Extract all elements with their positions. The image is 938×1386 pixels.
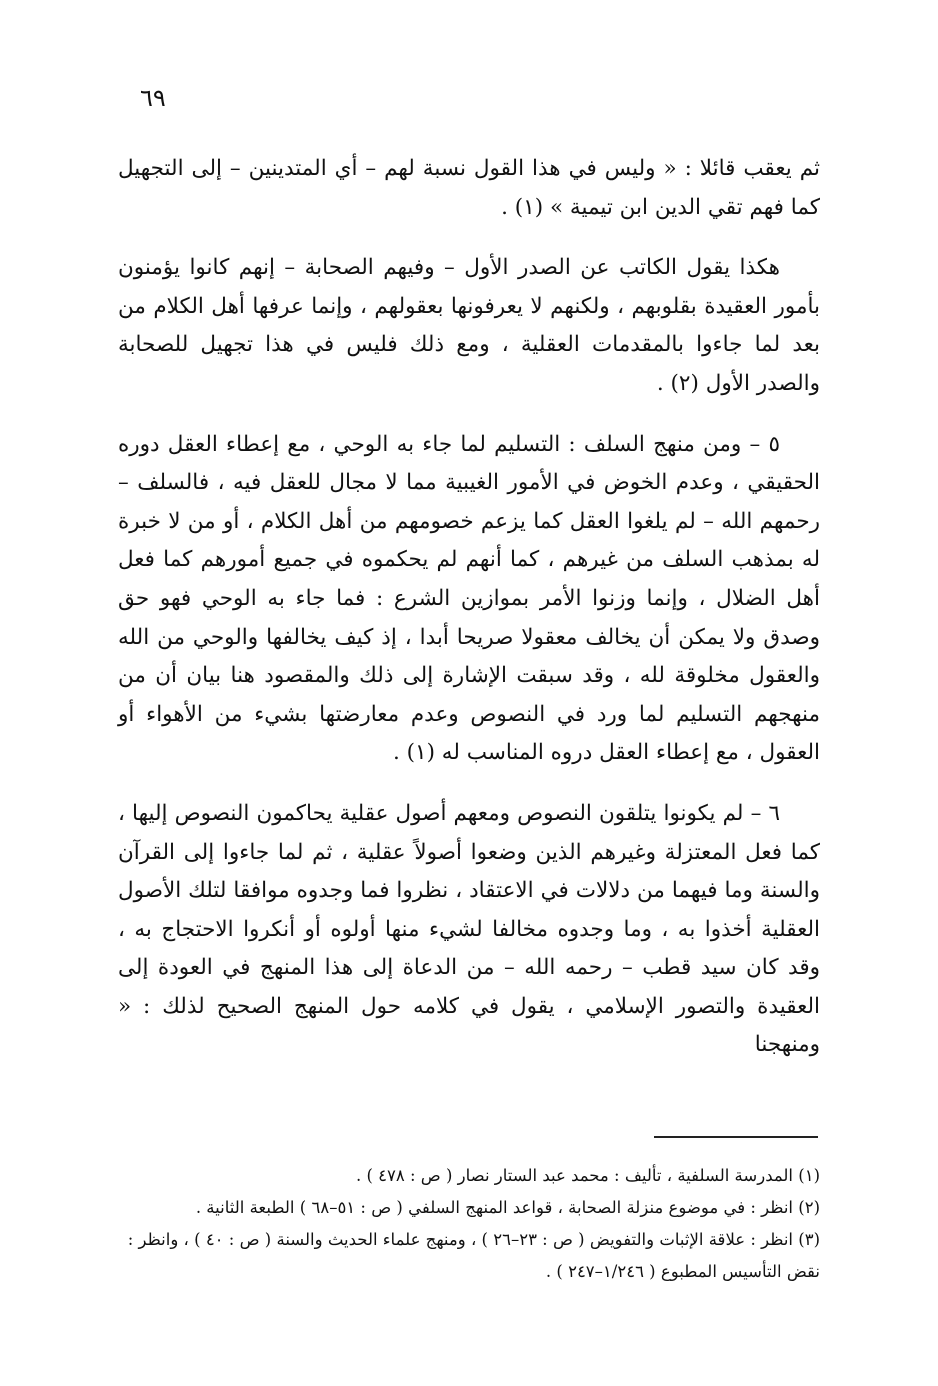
page-number: ٦٩ [140,84,166,112]
footnotes [118,1160,820,1288]
paragraph: ثم يعقب قائلا : « وليس في هذا القول نسبة لهم – أي المتدينين – إلى التجهيل كما فهم تقي الدين ابن تيمية » (١) . [118,156,820,220]
paragraph: ٥ – ومن منهج السلف : التسليم لما جاء به الوحي ، مع إعطاء العقل دوره الحقيقي ، وعدم الخوض في الأمور الغيبية مما لا مجال للعقل فيه ، فالسلف – رحمهم الله – لم يلغوا العقل كما يزعم خصومهم من أهل الكلام ، أو من لا خبرة له بمذهب السلف من غيرهم ، كما أنهم لم يحكموه في جميع أمورهم كما فعل أهل الضلال ، وإنما وزنوا الأمر بموازين الشرع : فما جاء به الوحي فهو حق وصدق ولا يمكن أن يخالف معقولا صريحا أبدا ، إذ كيف يخالفها والوحي من الله والعقول مخلوقة لله ، وقد سبقت الإشارة إلى ذلك والمقصود هنا بيان أن من منهجهم التسليم لما ورد في النصوص وعدم معارضتها بشيء من الأهواء أو العقول ، مع إعطاء العقل دروه المناسب له (١) . [118,431,820,766]
footnote: (١) المدرسة السلفية ، تأليف : محمد عبد الستار نصار ( ص : ٤٧٨ ) . [355,1166,820,1185]
main-text [118,150,820,1087]
footnote: (٢) انظر : في موضوع منزلة الصحابة ، قواعد المنهج السلفي ( ص : ٥١–٦٨ ) الطبعة الثانية . [195,1198,820,1217]
footnote: (٣) انظر : علاقة الإثبات والتفويض ( ص : ٢٣–٢٦ ) ، ومنهج علماء الحديث والسنة ( ص : ٤٠ ) ، وانظر : نقض التأسيس المطبوع ( ١/٢٤٦–٢٤٧ ) . [127,1230,820,1281]
paragraph: ٦ – لم يكونوا يتلقون النصوص ومعهم أصول عقلية يحاكمون النصوص إليها ، كما فعل المعتزلة وغيرهم الذين وضعوا أصولاً عقلية ، ثم لما جاءوا إلى القرآن والسنة وما فيهما من دلالات في الاعتقاد ، نظروا فما وجدوه موافقا لتلك الأصول العقلية أخذوا به ، وما وجدوه مخالفا لشيء منها أولوه أو أنكروا الاحتجاج به ، وقد كان سيد قطب – رحمه الله – من الدعاة إلى هذا المنهج في العودة إلى العقيدة والتصور الإسلامي ، يقول في كلامه حول المنهج الصحيح لذلك : « ومنهجنا [118,800,820,1058]
footnote-separator [654,1136,818,1138]
paragraph: هكذا يقول الكاتب عن الصدر الأول – وفيهم الصحابة – إنهم كانوا يؤمنون بأمور العقيدة بقلوبهم ، ولكنهم لا يعرفونها بعقولهم ، وإنما عرفها أهل الكلام من بعد لما جاءوا بالمقدمات العقلية ، ومع ذلك فليس في هذا تجهيل للصحابة والصدر الأول (٢) . [118,255,820,396]
